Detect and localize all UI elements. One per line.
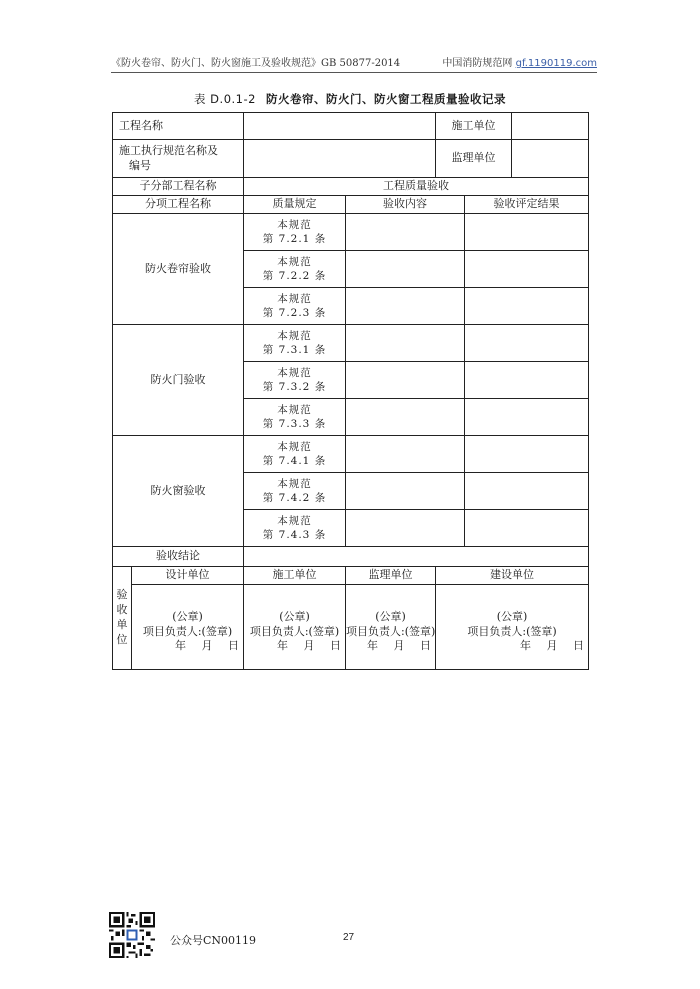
signature-cell-owner[interactable] xyxy=(436,585,589,670)
group-name-fire-door: 防火门验收 xyxy=(113,325,244,436)
conclusion-value[interactable] xyxy=(244,547,589,567)
project-name-value[interactable] xyxy=(244,113,436,140)
vertical-char: 单 xyxy=(116,618,128,631)
clause-line2: 第 7.3.3 条 xyxy=(262,418,327,430)
result-cell[interactable] xyxy=(465,325,589,362)
table-number: 表 D.0.1-2 xyxy=(194,92,256,106)
unit-header-owner: 建设单位 xyxy=(436,567,589,585)
clause-line1: 本规范 xyxy=(277,329,312,342)
clause-cell xyxy=(244,325,346,362)
result-cell[interactable] xyxy=(465,251,589,288)
vertical-char: 收 xyxy=(116,603,128,617)
table-title: 防火卷帘、防火门、防火窗工程质量验收记录 xyxy=(265,92,506,106)
clause-cell xyxy=(244,510,346,547)
clause-line1: 本规范 xyxy=(277,477,312,490)
header-site-label: 中国消防规范网 xyxy=(442,58,513,69)
clause-cell xyxy=(244,399,346,436)
clause-line2: 第 7.2.1 条 xyxy=(262,233,327,245)
content-cell[interactable] xyxy=(346,214,465,251)
sub-project-label: 子分部工程名称 xyxy=(113,178,244,196)
clause-line2: 第 7.2.2 条 xyxy=(262,270,327,282)
clause-line1: 本规范 xyxy=(277,255,312,268)
result-cell[interactable] xyxy=(465,362,589,399)
wechat-account-text: 公众号CN00119 xyxy=(170,934,257,947)
result-cell[interactable] xyxy=(465,436,589,473)
seal-text: (公章) xyxy=(279,609,310,623)
qr-code-icon xyxy=(109,912,155,958)
construction-unit-label: 施工单位 xyxy=(436,113,512,140)
signature-cell-design[interactable] xyxy=(132,585,244,670)
clause-cell xyxy=(244,362,346,399)
content-cell[interactable] xyxy=(346,473,465,510)
spec-name-value[interactable] xyxy=(244,140,436,178)
person-text: 项目负责人:(签章) xyxy=(142,624,233,638)
page-header xyxy=(111,50,597,73)
signature-cell-supervision[interactable] xyxy=(346,585,436,670)
clause-line2: 第 7.3.1 条 xyxy=(262,344,327,356)
conclusion-label: 验收结论 xyxy=(113,547,244,567)
result-cell[interactable] xyxy=(465,510,589,547)
content-cell[interactable] xyxy=(346,510,465,547)
person-text: 项目负责人:(签章) xyxy=(249,624,340,638)
clause-line1: 本规范 xyxy=(277,292,312,305)
clause-cell xyxy=(244,214,346,251)
person-text: 项目负责人:(签章) xyxy=(467,624,557,638)
result-cell[interactable] xyxy=(465,473,589,510)
header-standard-title: 《防火卷帘、防火门、防火窗施工及验收规范》GB 50877-2014 xyxy=(111,58,401,69)
date-text: 年 月 日 xyxy=(367,639,432,653)
spec-name-line1: 施工执行规范名称及 xyxy=(119,143,218,157)
clause-line2: 第 7.3.2 条 xyxy=(262,381,327,393)
acceptance-unit-vertical-label xyxy=(113,567,132,670)
signature-cell-construction[interactable] xyxy=(244,585,346,670)
vertical-char: 位 xyxy=(116,632,128,646)
col-header-quality-rule: 质量规定 xyxy=(244,196,346,214)
content-cell[interactable] xyxy=(346,288,465,325)
table-caption xyxy=(0,91,700,107)
clause-cell xyxy=(244,288,346,325)
clause-cell xyxy=(244,436,346,473)
supervision-unit-value[interactable] xyxy=(512,140,589,178)
construction-unit-value[interactable] xyxy=(512,113,589,140)
date-text: 年 月 日 xyxy=(520,639,585,653)
person-text: 项目负责人:(签章) xyxy=(346,624,436,638)
clause-line2: 第 7.4.3 条 xyxy=(262,529,327,541)
clause-cell xyxy=(244,251,346,288)
group-name-rolling-shutter: 防火卷帘验收 xyxy=(113,214,244,325)
clause-line1: 本规范 xyxy=(277,403,312,416)
header-site xyxy=(442,54,597,69)
content-cell[interactable] xyxy=(346,362,465,399)
vertical-char: 验 xyxy=(116,588,128,602)
clause-line1: 本规范 xyxy=(277,440,312,453)
result-cell[interactable] xyxy=(465,288,589,325)
col-header-result: 验收评定结果 xyxy=(465,196,589,214)
col-header-item-name: 分项工程名称 xyxy=(113,196,244,214)
date-text: 年 月 日 xyxy=(175,639,239,653)
result-cell[interactable] xyxy=(465,214,589,251)
supervision-unit-label: 监理单位 xyxy=(436,140,512,178)
col-header-content: 验收内容 xyxy=(346,196,465,214)
spec-name-line2: 编号 xyxy=(129,158,151,172)
group-name-fire-window: 防火窗验收 xyxy=(113,436,244,547)
content-cell[interactable] xyxy=(346,325,465,362)
content-cell[interactable] xyxy=(346,251,465,288)
unit-header-supervision: 监理单位 xyxy=(346,567,436,585)
clause-cell xyxy=(244,473,346,510)
seal-text: (公章) xyxy=(496,609,528,623)
acceptance-record-table xyxy=(112,112,589,670)
clause-line2: 第 7.4.1 条 xyxy=(262,455,327,467)
unit-header-construction: 施工单位 xyxy=(244,567,346,585)
clause-line2: 第 7.4.2 条 xyxy=(262,492,327,504)
date-text: 年 月 日 xyxy=(277,639,341,653)
clause-line1: 本规范 xyxy=(277,514,312,527)
clause-line2: 第 7.2.3 条 xyxy=(262,307,327,319)
result-cell[interactable] xyxy=(465,399,589,436)
content-cell[interactable] xyxy=(346,436,465,473)
clause-line1: 本规范 xyxy=(277,218,312,231)
unit-header-design: 设计单位 xyxy=(132,567,244,585)
seal-text: (公章) xyxy=(375,609,406,623)
content-cell[interactable] xyxy=(346,399,465,436)
spec-name-label xyxy=(113,140,244,178)
page-number: 27 xyxy=(343,932,355,943)
project-name-label: 工程名称 xyxy=(113,113,244,140)
seal-text: (公章) xyxy=(172,609,203,623)
header-site-link[interactable]: gf.1190119.com xyxy=(515,58,597,69)
quality-check-heading: 工程质量验收 xyxy=(244,178,589,196)
clause-line1: 本规范 xyxy=(277,366,312,379)
